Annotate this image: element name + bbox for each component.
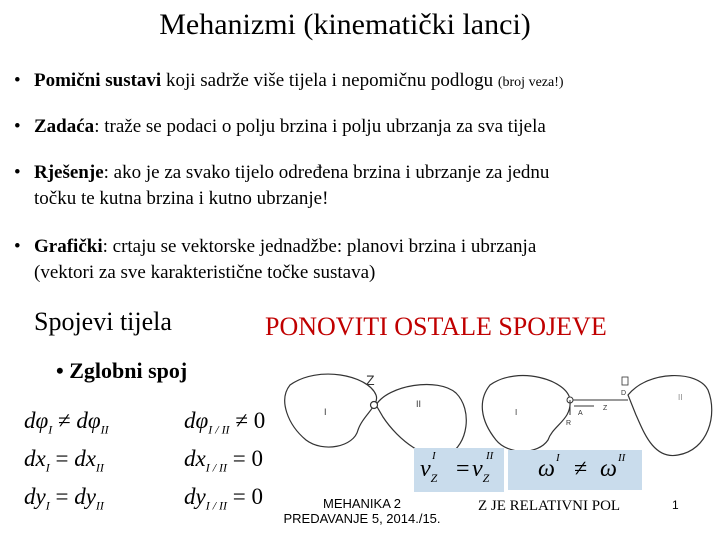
eq-sup-i: I — [556, 452, 560, 464]
eq-op: = — [232, 446, 246, 471]
eq-op: = — [456, 456, 470, 482]
sub-bullet-label: Zglobni spoj — [69, 358, 188, 383]
eq-rhs: 0 — [251, 484, 264, 509]
label-z: Z — [603, 405, 608, 412]
joint-z-label: Z — [366, 372, 375, 388]
bullet-dot: • — [14, 162, 21, 183]
joint-pin-icon — [371, 402, 378, 409]
eq-v: v — [420, 456, 431, 482]
eq-lhs: dφ — [24, 408, 49, 433]
omega-equation — [508, 450, 642, 490]
body-ii-label: II — [416, 399, 422, 409]
bullet-dot: • — [14, 70, 21, 91]
bullet-small-note: (broj veza!) — [497, 75, 564, 90]
eq-lsub: I / II — [205, 460, 228, 475]
bullet-bold: Pomični sustavi — [34, 70, 162, 91]
footer-course — [272, 496, 452, 526]
bullet-bold: Zadaća — [34, 116, 95, 137]
eq-right-1 — [184, 408, 265, 438]
eq-lsub: I / II — [205, 498, 228, 513]
eq-subz: Z — [482, 470, 490, 485]
eq-omega: ω — [600, 456, 617, 482]
velocity-equation — [414, 448, 504, 492]
eq-op: ≠ — [57, 408, 71, 433]
bullet-solution — [14, 160, 714, 212]
eq-op: = — [232, 484, 246, 509]
eq-op: ≠ — [235, 408, 248, 433]
bullet-text-line2: (vektori za sve karakteristične točke sustava) — [34, 262, 376, 283]
eq-rhs: dy — [74, 484, 96, 509]
page-title: Mehanizmi (kinematički lanci) — [159, 8, 531, 41]
bullet-dot: • — [14, 236, 21, 257]
label-i: I — [515, 408, 518, 417]
body-i-label: I — [324, 407, 327, 417]
joint-d-box — [622, 377, 628, 385]
label-ii: II — [678, 393, 683, 402]
eq-lsub: I — [48, 422, 53, 437]
eq-v: v — [472, 456, 483, 482]
eq-lsub: I — [45, 460, 50, 475]
red-note: PONOVITI OSTALE SPOJEVE — [265, 312, 607, 341]
bullet-text: koji sadrže više tijela i nepomičnu podlogu — [161, 70, 498, 91]
eq-lhs: dx — [184, 446, 206, 471]
eq-subz: Z — [430, 470, 438, 485]
eq-op: = — [55, 446, 69, 471]
eq-rsub: II — [95, 498, 104, 513]
bullet-text-line2: točku te kutna brzina i kutno ubrzanje! — [34, 188, 329, 209]
eq-op: ≠ — [574, 456, 588, 482]
eq-right-3 — [184, 484, 263, 514]
eq-lhs: dφ — [184, 408, 209, 433]
eq-rhs: 0 — [251, 446, 264, 471]
bullet-text: : crtaju se vektorske jednadžbe: planovi brzina i ubrzanja — [102, 236, 537, 257]
bullet-graphical — [14, 234, 714, 286]
sub-bullet-joint — [56, 358, 187, 384]
label-r: R — [566, 420, 572, 427]
bullet-bold: Grafički — [34, 236, 103, 257]
eq-rhs: dφ — [76, 408, 101, 433]
bullet-dot: • — [56, 358, 64, 383]
section-title: Spojevi tijela — [34, 307, 172, 336]
eq-left-1 — [24, 408, 109, 438]
eq-rhs: 0 — [253, 408, 266, 433]
eq-left-3 — [24, 484, 104, 514]
eq-right-2 — [184, 446, 263, 476]
eq-lhs: dy — [24, 484, 46, 509]
eq-lhs: dy — [184, 484, 206, 509]
eq-lhs: dx — [24, 446, 46, 471]
eq-rsub: II — [100, 422, 109, 437]
eq-op: = — [55, 484, 69, 509]
eq-omega: ω — [538, 456, 555, 482]
bullet-bold: Rješenje — [34, 162, 104, 183]
bullet-text: : traže se podaci o polju brzina i polju ubrzanja za sva tijela — [94, 116, 546, 137]
bullet-text: : ako je za svako tijelo određena brzina i ubrzanje za jednu — [103, 162, 550, 183]
eq-sup-ii: II — [486, 450, 494, 462]
body-i-right-outline — [482, 376, 570, 452]
bullet-task — [14, 114, 714, 140]
eq-left-2 — [24, 446, 104, 476]
eq-lsub: I — [45, 498, 50, 513]
body-ii-outline — [376, 384, 466, 456]
label-d: D — [621, 390, 627, 397]
bullet-dot: • — [14, 116, 21, 137]
eq-rsub: II — [95, 460, 104, 475]
page-number: 1 — [672, 498, 679, 512]
body-i-outline — [285, 374, 377, 447]
pole-note: Z JE RELATIVNI POL — [478, 498, 621, 514]
eq-sup-ii: II — [618, 452, 626, 464]
footer-line1: MEHANIKA 2 — [322, 496, 402, 511]
eq-lsub: I / II — [208, 422, 230, 437]
bullet-moving-systems — [14, 68, 714, 94]
eq-sup-i: I — [432, 450, 436, 462]
label-a: A — [578, 410, 583, 417]
body-ii-right-outline — [628, 376, 712, 456]
eq-rhs: dx — [74, 446, 96, 471]
footer-line2: PREDAVANJE 5, 2014./15. — [283, 511, 441, 526]
